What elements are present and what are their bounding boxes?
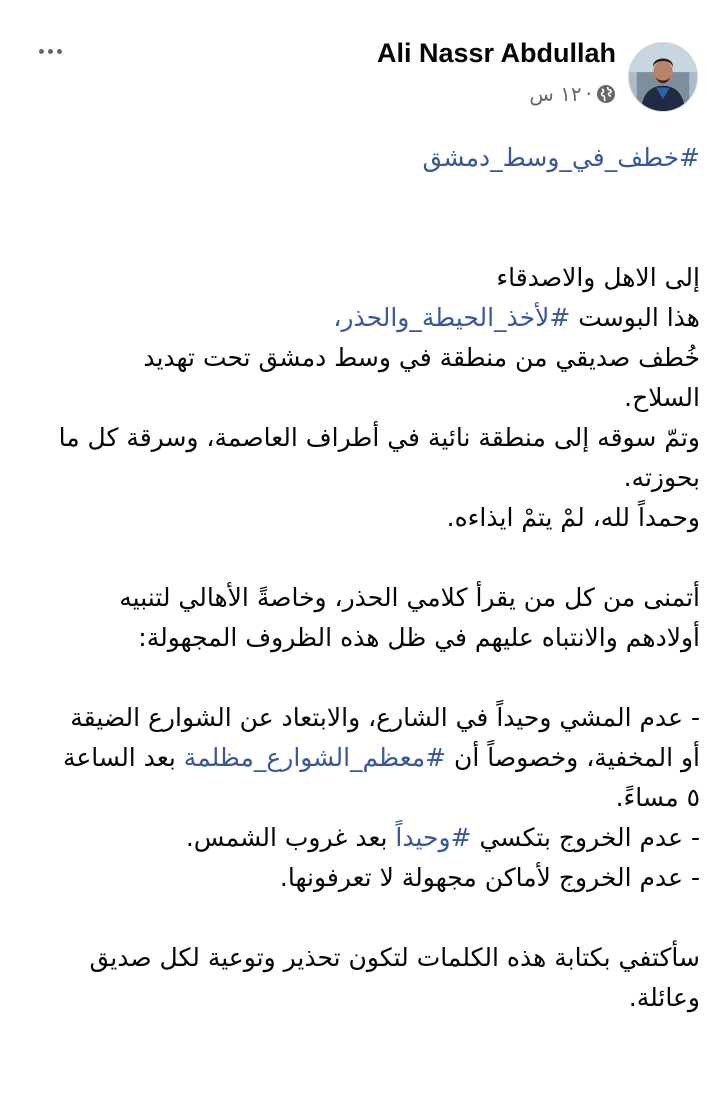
hashtag-link[interactable]: #معظم_الشوارع_مظلمة <box>183 743 447 772</box>
text-segment: - عدم الخروج بتكسي <box>471 823 700 852</box>
text-line: - عدم الخروج لأماكن مجهولة لا تعرفونها. <box>279 863 700 892</box>
text-line: خُطف صديقي من منطقة في وسط دمشق تحت تهديد <box>143 343 700 372</box>
post-text <box>28 138 700 1018</box>
paragraph-gap <box>28 898 700 938</box>
paragraph-gap <box>28 218 700 258</box>
more-options-button[interactable] <box>30 40 70 62</box>
text-line: وحمداً لله، لمْ يتمْ ايذاءه. <box>446 503 700 532</box>
text-line: السلاح. <box>624 383 700 412</box>
paragraph-gap <box>28 658 700 698</box>
text-line: ٥ مساءً. <box>615 783 700 812</box>
meta-separator: · <box>585 82 592 106</box>
more-options-icon <box>39 49 44 54</box>
text-segment: بعد الساعة <box>62 743 184 772</box>
more-options-icon-dot <box>57 49 62 54</box>
text-line: وتمّ سوقه إلى منطقة نائية في أطراف العاصمة، وسرقة كل ما <box>58 423 700 452</box>
paragraph-gap <box>28 178 700 218</box>
hashtag-link[interactable]: #وحيداً <box>395 823 472 852</box>
profile-photo <box>629 43 697 111</box>
text-segment: أو المخفية، وخصوصاً أن <box>446 743 700 772</box>
text-segment: بعد غروب الشمس. <box>185 823 396 852</box>
post-time[interactable]: ١٢ س <box>529 82 582 106</box>
text-line: - عدم المشي وحيداً في الشارع، والابتعاد عن الشوارع الضيقة <box>70 703 700 732</box>
hashtag-link[interactable]: #خطف_في_وسط_دمشق <box>422 143 700 172</box>
text-line <box>28 298 700 338</box>
text-line: سأكتفي بكتابة هذه الكلمات لتكون تحذير وتوعية لكل صديق <box>89 943 700 972</box>
hashtag-link[interactable]: #لأخذ_الحيطة_والحذر، <box>333 303 571 332</box>
text-line: أولادهم والانتباه عليهم في ظل هذه الظروف المجهولة: <box>138 623 700 652</box>
post-meta <box>529 82 616 106</box>
text-line: وعائلة. <box>628 983 700 1012</box>
lead-hashtag-line <box>28 138 700 178</box>
text-line <box>28 738 700 778</box>
paragraph-gap <box>28 538 700 578</box>
text-segment: هذا البوست <box>570 303 700 332</box>
text-line: بحوزته. <box>623 463 700 492</box>
text-line: أتمنى من كل من يقرأ كلامي الحذر، وخاصةً الأهالي لتنبيه <box>119 583 700 612</box>
avatar[interactable] <box>628 42 698 112</box>
text-line: إلى الاهل والاصدقاء <box>496 263 700 292</box>
post-header <box>0 32 720 112</box>
globe-icon[interactable] <box>596 84 616 104</box>
more-options-icon-dot <box>48 49 53 54</box>
text-line <box>28 818 700 858</box>
author-name[interactable]: Ali Nassr Abdullah <box>376 38 616 68</box>
